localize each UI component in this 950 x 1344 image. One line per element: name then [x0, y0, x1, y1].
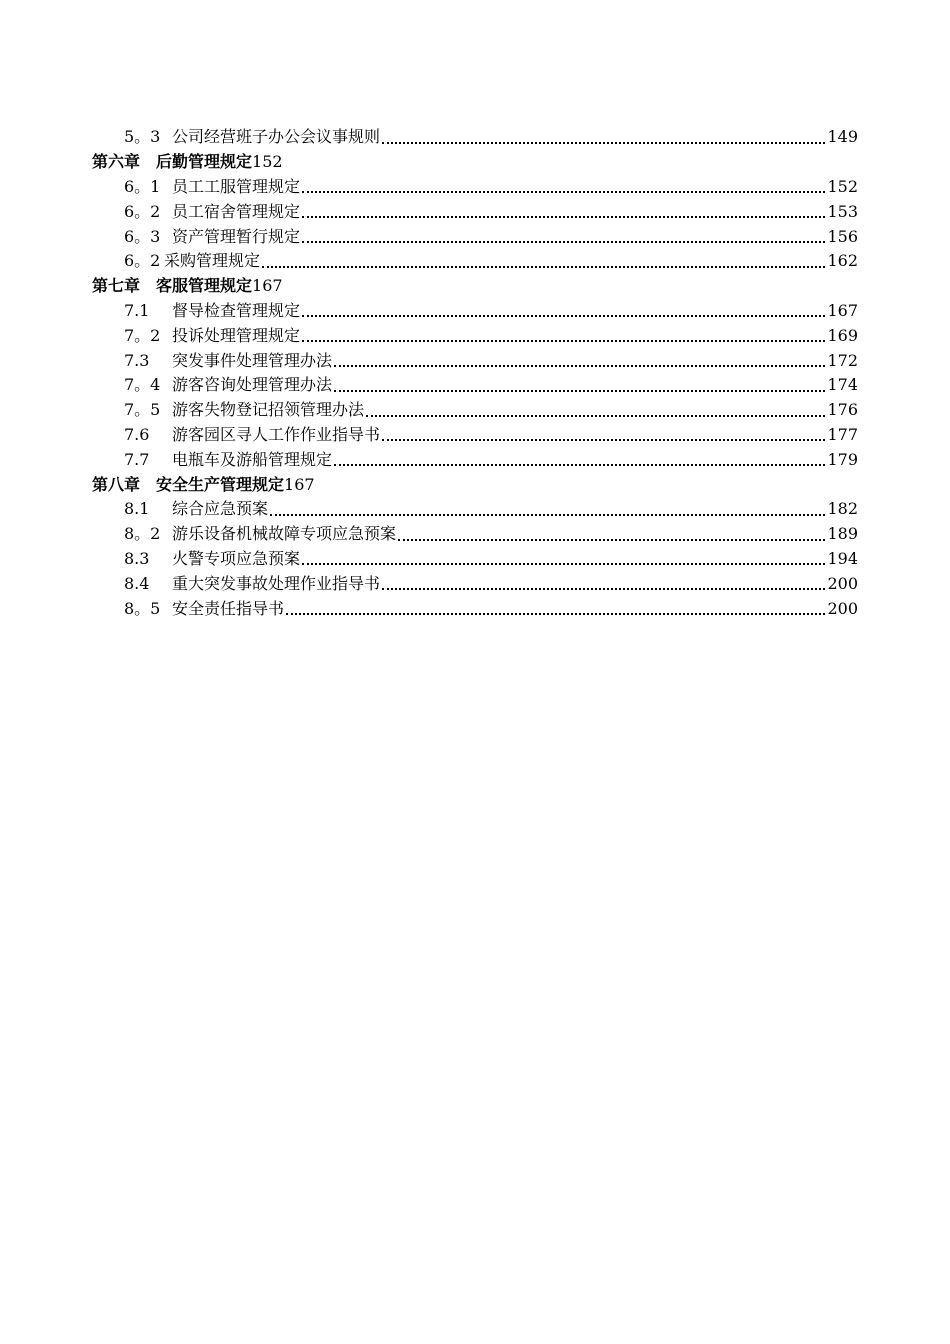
chapter-label: 第七章: [92, 276, 141, 296]
toc-entry: [92, 224, 858, 249]
chapter-label: 第六章: [92, 152, 141, 172]
dot-leader: [334, 364, 825, 367]
dot-leader: [366, 414, 825, 417]
dot-leader: [270, 513, 825, 516]
dot-leader: [334, 389, 825, 392]
dot-leader: [302, 190, 825, 193]
entry-page-number: 200: [827, 598, 858, 618]
entry-number: 8.4: [124, 573, 150, 593]
toc-chapter: [92, 274, 858, 299]
toc-entry: [92, 423, 858, 448]
entry-number: 8.1: [124, 499, 150, 519]
entry-title: 游客失物登记招领管理办法: [172, 400, 365, 420]
dot-leader: [382, 141, 825, 144]
entry-number: 7。2: [124, 325, 161, 345]
entry-title: 采购管理规定: [164, 251, 261, 271]
entry-number: 6。2: [124, 251, 161, 271]
entry-number: 7.7: [124, 449, 150, 469]
toc-entry: [92, 547, 858, 572]
toc-entry: [92, 323, 858, 348]
entry-number: 6。3: [124, 226, 161, 246]
entry-page-number: 169: [827, 325, 858, 345]
entry-number: 8。2: [124, 524, 161, 544]
dot-leader: [302, 215, 825, 218]
entry-page-number: 194: [827, 548, 858, 568]
entry-page-number: 200: [827, 573, 858, 593]
entry-page-number: 149: [827, 127, 858, 147]
entry-number: 7.1: [124, 300, 150, 320]
dot-leader: [302, 562, 825, 565]
entry-number: 6。1: [124, 176, 161, 196]
chapter-page-number: 167: [252, 276, 283, 296]
toc-entry: [92, 249, 858, 274]
dot-leader: [262, 265, 825, 268]
chapter-name: 客服管理规定: [156, 276, 253, 296]
entry-title: 突发事件处理管理办法: [172, 350, 333, 370]
toc-entry: [92, 596, 858, 621]
entry-title: 公司经营班子办公会议事规则: [172, 127, 381, 147]
toc-entry: [92, 125, 858, 150]
entry-number: 7。5: [124, 400, 161, 420]
entry-page-number: 174: [827, 375, 858, 395]
entry-page-number: 182: [827, 499, 858, 519]
entry-title: 投诉处理管理规定: [172, 325, 301, 345]
entry-title: 电瓶车及游船管理规定: [172, 449, 333, 469]
toc-entry: [92, 522, 858, 547]
entry-title: 综合应急预案: [172, 499, 269, 519]
dot-leader: [302, 314, 825, 317]
toc-entry: [92, 571, 858, 596]
entry-number: 7.3: [124, 350, 150, 370]
entry-number: 6。2: [124, 201, 161, 221]
dot-leader: [382, 438, 825, 441]
toc-chapter: [92, 472, 858, 497]
chapter-label: 第八章: [92, 474, 141, 494]
entry-number: 8。5: [124, 598, 161, 618]
entry-page-number: 152: [827, 176, 858, 196]
entry-page-number: 162: [827, 251, 858, 271]
toc-entry: [92, 497, 858, 522]
chapter-name: 后勤管理规定: [156, 152, 253, 172]
entry-number: 5。3: [124, 127, 161, 147]
toc-entry: [92, 199, 858, 224]
dot-leader: [398, 538, 825, 541]
entry-title: 火警专项应急预案: [172, 548, 301, 568]
toc-entry: [92, 299, 858, 324]
toc-chapter: [92, 150, 858, 175]
toc-entry: [92, 175, 858, 200]
table-of-contents: [92, 125, 858, 621]
dot-leader: [334, 463, 825, 466]
entry-page-number: 176: [827, 400, 858, 420]
dot-leader: [302, 240, 825, 243]
entry-title: 安全责任指导书: [172, 598, 285, 618]
entry-title: 督导检查管理规定: [172, 300, 301, 320]
entry-number: 8.3: [124, 548, 150, 568]
dot-leader: [382, 587, 825, 590]
entry-page-number: 177: [827, 424, 858, 444]
toc-entry: [92, 348, 858, 373]
toc-entry: [92, 373, 858, 398]
dot-leader: [286, 612, 825, 615]
entry-title: 游客园区寻人工作作业指导书: [172, 424, 381, 444]
entry-page-number: 172: [827, 350, 858, 370]
dot-leader: [302, 339, 825, 342]
entry-title: 员工工服管理规定: [172, 176, 301, 196]
entry-title: 游乐设备机械故障专项应急预案: [172, 524, 397, 544]
entry-title: 重大突发事故处理作业指导书: [172, 573, 381, 593]
entry-page-number: 179: [827, 449, 858, 469]
toc-entry: [92, 447, 858, 472]
chapter-name: 安全生产管理规定: [156, 474, 285, 494]
entry-number: 7.6: [124, 424, 150, 444]
entry-title: 员工宿舍管理规定: [172, 201, 301, 221]
toc-entry: [92, 398, 858, 423]
chapter-page-number: 167: [284, 474, 315, 494]
entry-title: 资产管理暂行规定: [172, 226, 301, 246]
entry-page-number: 153: [827, 201, 858, 221]
entry-page-number: 189: [827, 524, 858, 544]
entry-number: 7。4: [124, 375, 161, 395]
entry-page-number: 167: [827, 300, 858, 320]
chapter-page-number: 152: [252, 152, 283, 172]
entry-title: 游客咨询处理管理办法: [172, 375, 333, 395]
entry-page-number: 156: [827, 226, 858, 246]
